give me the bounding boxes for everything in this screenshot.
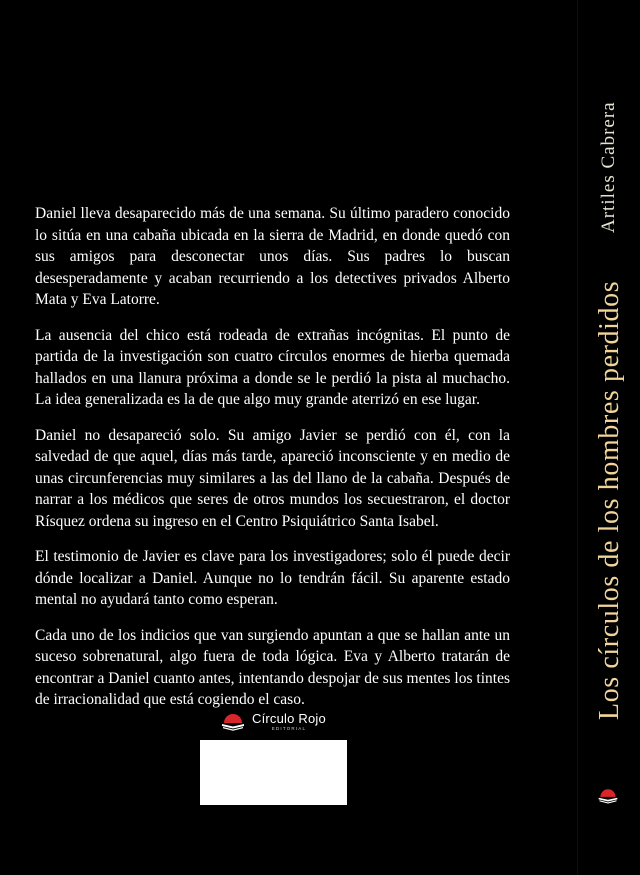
book-logo-icon [220, 711, 246, 733]
book-logo-icon [597, 786, 619, 806]
publisher-logo [220, 709, 326, 735]
publisher-sub: EDITORIAL [271, 726, 307, 732]
synopsis-paragraph-2: La ausencia del chico está rodeada de extrañas incógnitas. El punto de partida de la investigación son cuatro círculos enormes de hierba quemada hallados en una llanura próxima a donde se le perdió la pista al muchacho. La idea generalizada es la de que algo muy grande aterrizó en ese lugar. [35, 326, 510, 408]
synopsis-paragraph-4: El testimonio de Javier es clave para los investigadores; solo él puede decir dónde localizar a Daniel. Aunque no lo tendrán fácil. Su aparente estado mental no ayudará tanto como esperan. [35, 548, 510, 608]
publisher-wordmark [252, 712, 326, 732]
spine-author: Artiles Cabrera [598, 101, 619, 233]
publisher-name: Círculo Rojo [252, 711, 326, 727]
synopsis-paragraph-5: Cada uno de los indicios que van surgiendo apuntan a que se hallan ante un suceso sobrenatural, algo fuera de toda lógica. Eva y Alberto tratarán de encontrar a Daniel cuanto antes, intentando despojar de sus mentes los tintes de irracionalidad que está cogiendo el caso. [35, 626, 510, 708]
barcode-area [200, 740, 347, 805]
synopsis-paragraph-3: Daniel no desapareció solo. Su amigo Javier se perdió con él, con la salvedad de que aquel, días más tarde, apareció inconsciente y en medio de unas circunferencias muy similares a las del llano de la cabaña. Después de narrar a los médicos que seres de otros mundos los secuestraron, el doctor Rísquez ordena su ingreso en el Centro Psiquiátrico Santa Isabel. [35, 426, 510, 530]
synopsis-paragraph-1: Daniel lleva desaparecido más de una semana. Su último paradero conocido lo sitúa en una cabaña ubicada en la sierra de Madrid, en donde quedó con sus amigos para desconectar unos días. Sus padres lo buscan desesperadamente y acaban recurriendo a los detectives privados Alberto Mata y Eva Latorre. [35, 205, 510, 308]
synopsis [35, 203, 510, 725]
spine-title: Los círculos de los hombres perdidos [594, 280, 625, 720]
